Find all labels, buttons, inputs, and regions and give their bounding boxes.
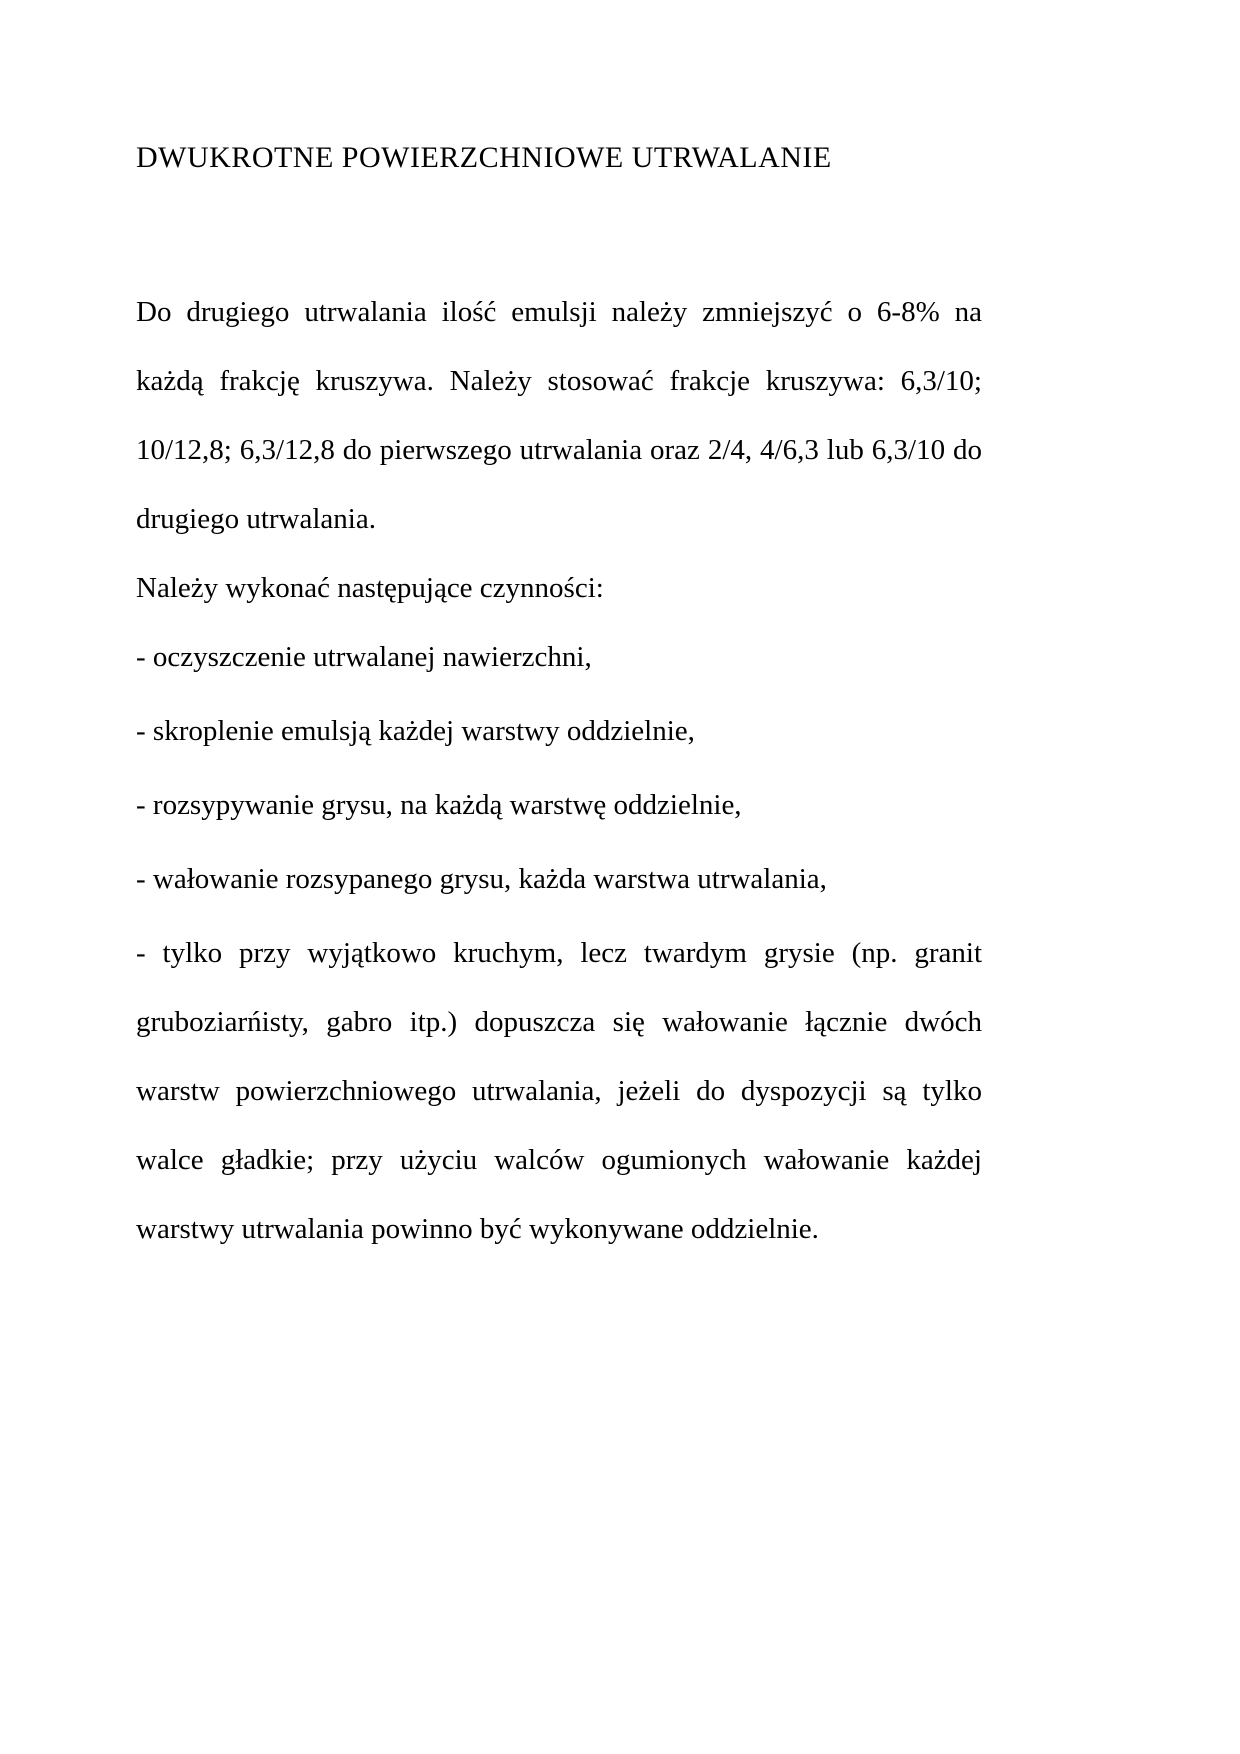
list-item-5: - tylko przy wyjątkowo kruchym, lecz twardym grysie (np. granit gruboziarńisty, gabro itp.) dopuszcza się wałowanie łącznie dwóch warstw powierzchniowego utrwalania, jeżeli do dyspozycji są tylko walce gładkie; przy użyciu walców ogumionych wałowanie każdej warstwy utrwalania powinno być wykonywane oddzielnie.: [136, 937, 982, 1245]
intro-paragraph: Do drugiego utrwalania ilość emulsji należy zmniejszyć o 6-8% na każdą frakcję kruszywa. Należy stosować frakcje kruszywa: 6,3/10; 10/12,8; 6,3/12,8 do pierwszego utrwalania oraz 2/4, 4/6,3 lub 6,3/10 do drugiego utrwalania.: [136, 296, 982, 535]
list-intro: Należy wykonać następujące czynności:: [136, 572, 604, 604]
list-item-2: - skroplenie emulsją każdej warstwy oddzielnie,: [136, 715, 695, 747]
list-item-3: - rozsypywanie grysu, na każdą warstwę oddzielnie,: [136, 789, 742, 821]
list-item-1: - oczyszczenie utrwalanej nawierzchni,: [136, 641, 592, 673]
list-item-4: - wałowanie rozsypanego grysu, każda warstwa utrwalania,: [136, 863, 827, 895]
document-title: DWUKROTNE POWIERZCHNIOWE UTRWALANIE: [136, 141, 832, 174]
